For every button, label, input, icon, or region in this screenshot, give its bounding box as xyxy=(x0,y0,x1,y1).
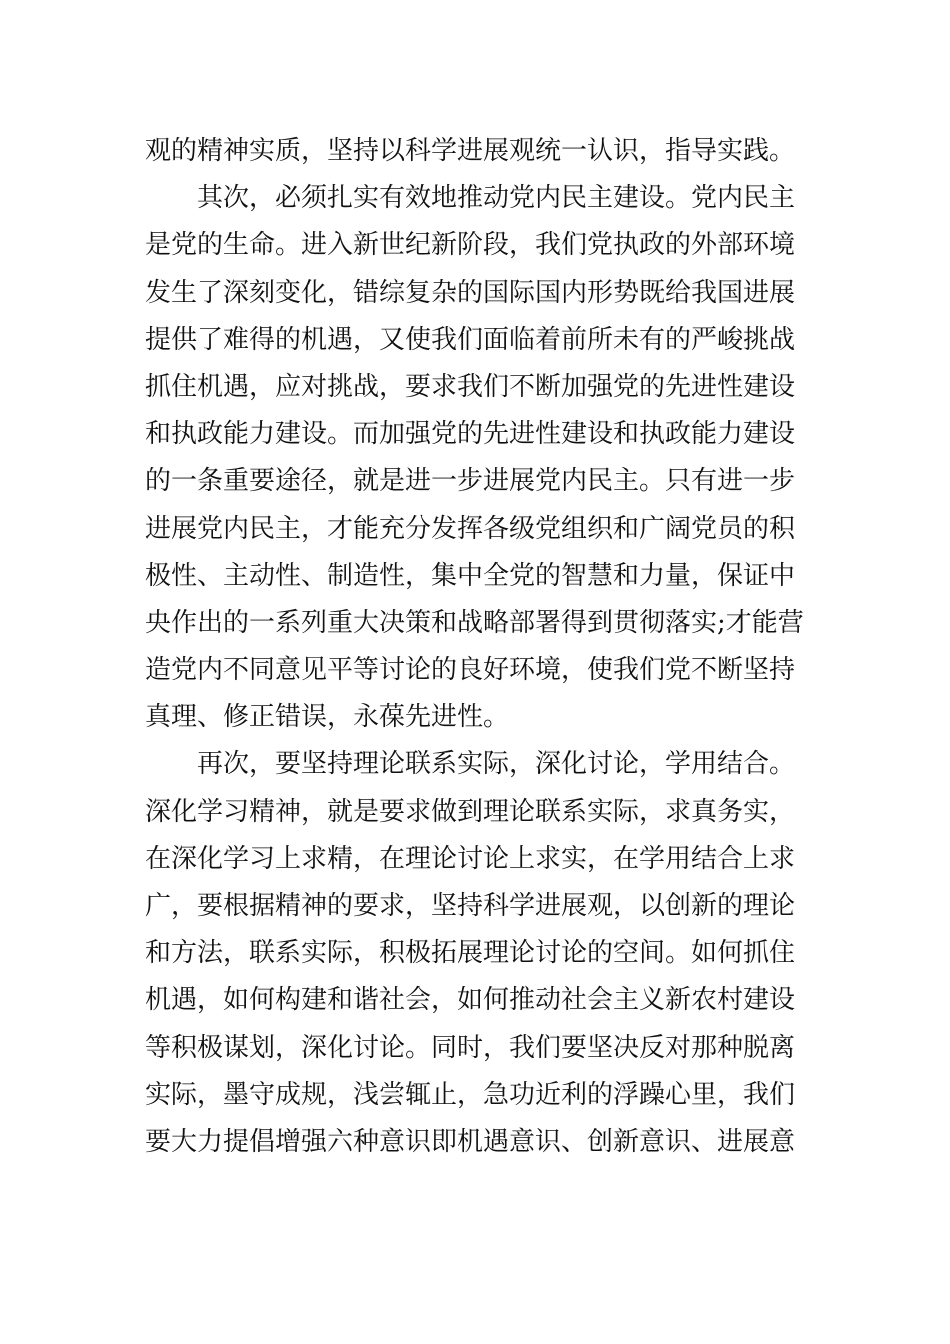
text-line: 广，要根据精神的要求，坚持科学进展观，以创新的理论 xyxy=(145,891,796,921)
text-line: 和方法，联系实际，积极拓展理论讨论的空间。如何抓住 xyxy=(145,938,796,969)
text-line: 的一条重要途径，就是进一步进展党内民主。只有进一步 xyxy=(145,466,796,497)
text-line: 是党的生命。进入新世纪新阶段，我们党执政的外部环境 xyxy=(145,230,796,261)
text-line: 真理、修正错误，永葆先进性。 xyxy=(145,702,510,733)
text-line: 提供了难得的机遇，又使我们面临着前所未有的严峻挑战 xyxy=(145,324,796,355)
paragraph-start-line: 再次，要坚持理论联系实际，深化讨论，学用结合。 xyxy=(197,749,796,780)
text-line: 央作出的一系列重大决策和战略部署得到贯彻落实;才能营 xyxy=(145,607,804,638)
text-line: 发生了深刻变化，错综复杂的国际国内形势既给我国进展 xyxy=(145,277,796,308)
text-line: 造党内不同意见平等讨论的良好环境，使我们党不断坚持 xyxy=(145,655,796,686)
document-body xyxy=(145,128,815,1166)
text-line: 机遇，如何构建和谐社会，如何推动社会主义新农村建设 xyxy=(145,985,796,1016)
text-line: 等积极谋划，深化讨论。同时，我们要坚决反对那种脱离 xyxy=(145,1032,796,1063)
paragraph-start-line: 其次，必须扎实有效地推动党内民主建设。党内民主 xyxy=(197,183,796,214)
text-line: 深化学习精神，就是要求做到理论联系实际，求真务实， xyxy=(145,796,796,827)
text-line: 实际，墨守成规，浅尝辄止，急功近利的浮躁心里，我们 xyxy=(145,1079,796,1110)
text-line: 在深化学习上求精，在理论讨论上求实，在学用结合上求 xyxy=(145,843,796,874)
text-line: 极性、主动性、制造性，集中全党的智慧和力量，保证中 xyxy=(145,560,796,591)
text-line: 要大力提倡增强六种意识即机遇意识、创新意识、进展意 xyxy=(145,1126,796,1157)
text-line: 观的精神实质，坚持以科学进展观统一认识，指导实践。 xyxy=(145,136,796,166)
text-line: 和执政能力建设。而加强党的先进性建设和执政能力建设 xyxy=(145,419,796,450)
text-line: 抓住机遇，应对挑战，要求我们不断加强党的先进性建设 xyxy=(145,371,796,402)
text-line: 进展党内民主，才能充分发挥各级党组织和广阔党员的积 xyxy=(145,513,796,544)
